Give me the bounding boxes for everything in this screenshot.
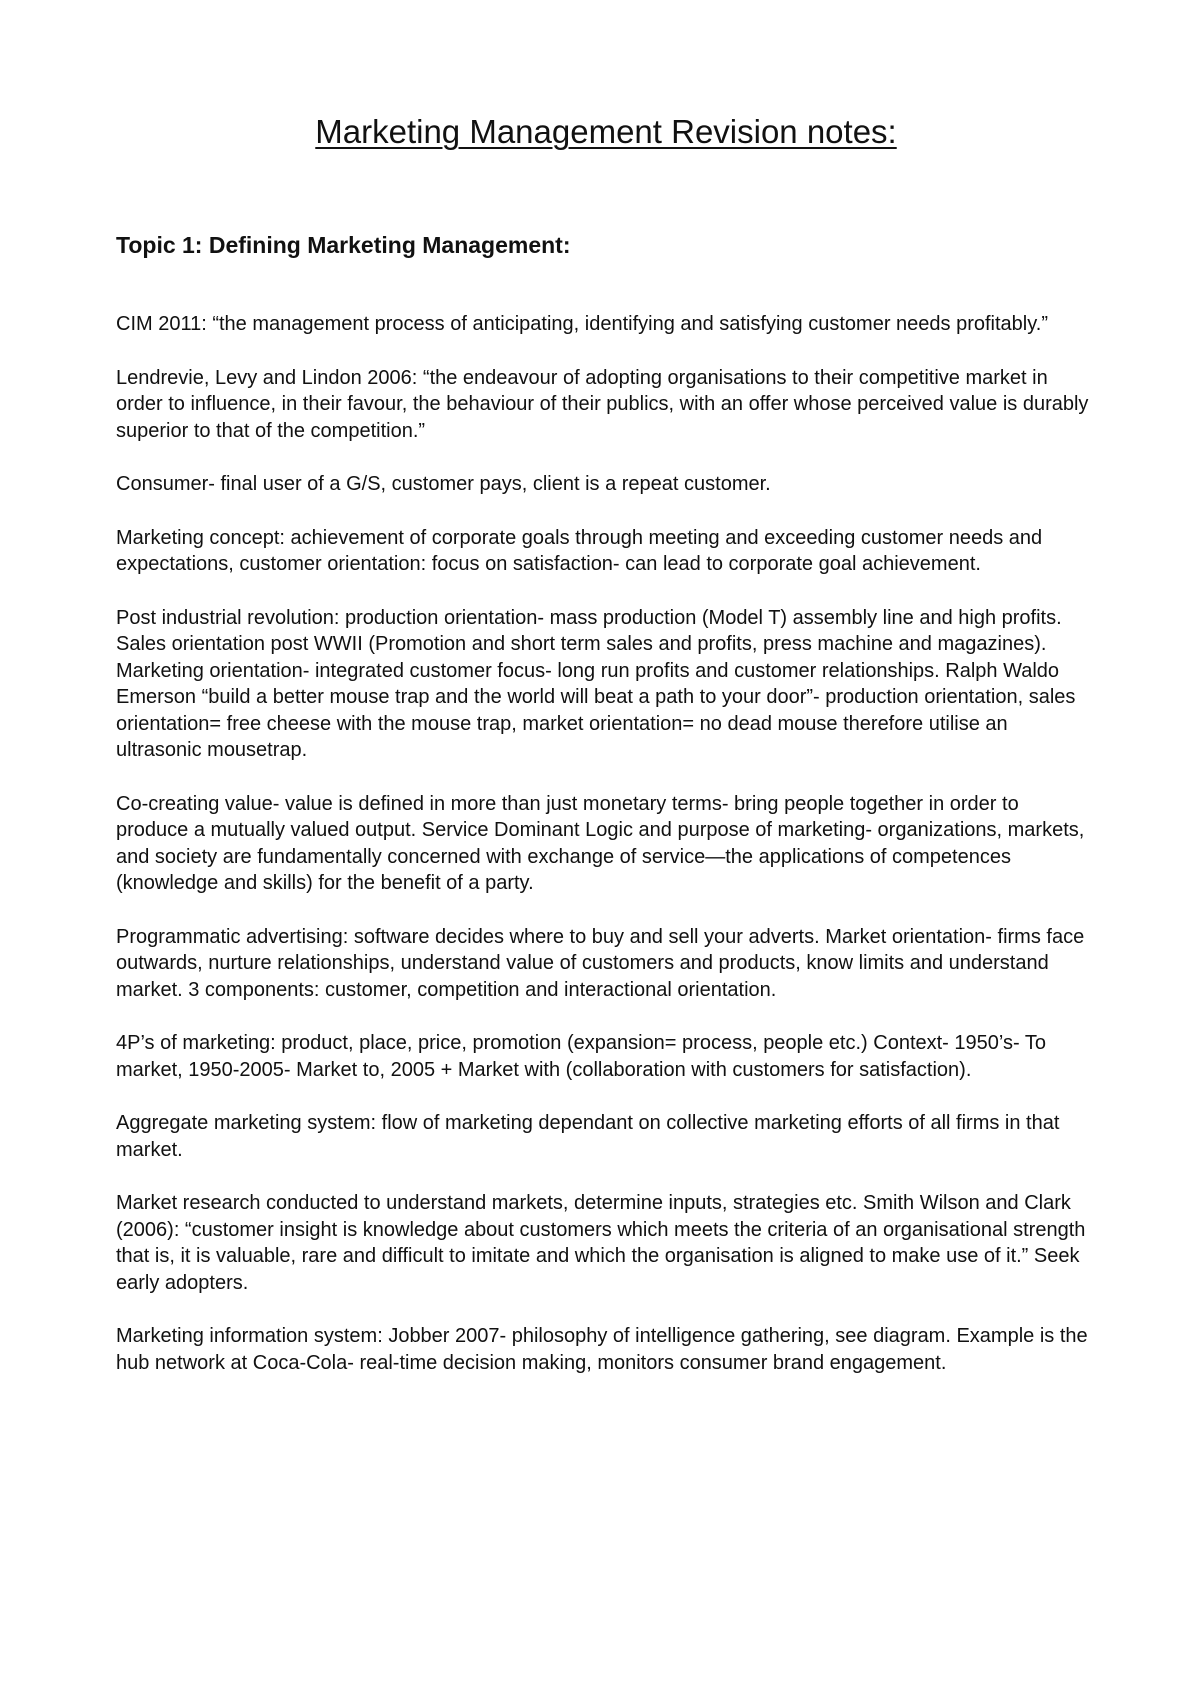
- paragraph-co-creating-value: Co-creating value- value is defined in more than just monetary terms- bring people together in order to produce a mutually valued output. Service Dominant Logic and purpose of marketing- organizations, markets, and society are fundamentally concerned with exchange of service—the applications of competences (knowledge and skills) for the benefit of a party.: [116, 792, 1085, 895]
- document-title: Marketing Management Revision notes:: [315, 113, 897, 150]
- paragraph-post-industrial: Post industrial revolution: production orientation- mass production (Model T) assembly line and high profits. Sales orientation post WWII (Promotion and short term sales and profits, press machine and magazines). Marketing orientation- integrated customer focus- long run profits and customer relationships. Ralph Waldo Emerson “build a better mouse trap and the world will beat a path to your door”- production orientation, sales orientation= free cheese with the mouse trap, market orientation= no dead mouse therefore utilise an ultrasonic mousetrap.: [116, 606, 1076, 762]
- topic-heading: Topic 1: Defining Marketing Management:: [116, 231, 571, 258]
- document-content: [116, 112, 1096, 1376]
- paragraph-4ps: 4P’s of marketing: product, place, price, promotion (expansion= process, people etc.) Context- 1950’s- To market, 1950-2005- Market to, 2005 + Market with (collaboration with customers for satisfaction).: [116, 1032, 1046, 1081]
- paragraph-aggregate-marketing: Aggregate marketing system: flow of marketing dependant on collective marketing efforts of all firms in that market.: [116, 1112, 1060, 1161]
- paragraph-programmatic-advertising: Programmatic advertising: software decides where to buy and sell your adverts. Market orientation- firms face outwards, nurture relationships, understand value of customers and products, know limits and understand market. 3 components: customer, competition and interactional orientation.: [116, 925, 1085, 1001]
- paragraph-consumer: Consumer- final user of a G/S, customer pays, client is a repeat customer.: [116, 473, 771, 496]
- paragraph-market-research: Market research conducted to understand markets, determine inputs, strategies etc. Smith Wilson and Clark (2006): “customer insight is knowledge about customers which meets the criteria of an organisational strength that is, it is valuable, rare and difficult to imitate and which the organisation is aligned to make use of it.” Seek early adopters.: [116, 1192, 1086, 1294]
- paragraph-cim-definition: CIM 2011: “the management process of anticipating, identifying and satisfying customer needs profitably.”: [116, 313, 1048, 336]
- paragraph-lendrevie-definition: Lendrevie, Levy and Lindon 2006: “the endeavour of adopting organisations to their competitive market in order to influence, in their favour, the behaviour of their publics, with an offer whose perceived value is durably superior to that of the competition.”: [116, 366, 1089, 442]
- paragraph-marketing-concept: Marketing concept: achievement of corporate goals through meeting and exceeding customer needs and expectations, customer orientation: focus on satisfaction- can lead to corporate goal achievement.: [116, 526, 1043, 576]
- paragraph-information-system: Marketing information system: Jobber 2007- philosophy of intelligence gathering, see diagram. Example is the hub network at Coca-Cola- real-time decision making, monitors consumer brand engagement.: [116, 1325, 1088, 1374]
